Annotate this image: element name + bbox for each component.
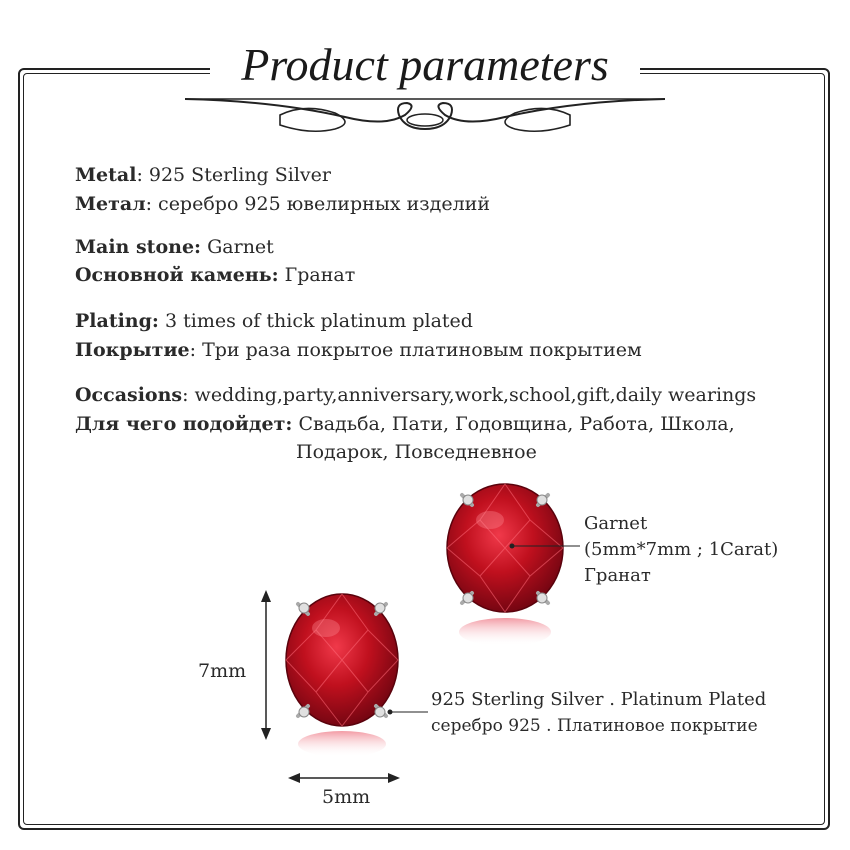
gem-bottom [286, 594, 398, 757]
width-label: 5mm [322, 786, 371, 808]
plating-ru-label: Покрытие [75, 339, 190, 361]
metal-en-label: Metal [75, 164, 137, 186]
garnet-label-ru: Гранат [584, 565, 651, 586]
plating-ru-value: : Три раза покрытое платиновым покрытием [189, 339, 642, 361]
height-label: 7mm [198, 660, 247, 682]
width-arrow [288, 773, 400, 783]
metal-ru-value: : серебро 925 ювелирных изделий [145, 193, 491, 215]
silver-label-ru: серебро 925 . Платиновое покрытие [431, 716, 758, 736]
page-title: Product parameters [241, 39, 609, 90]
stone-en-label: Main stone: [75, 236, 202, 258]
stone-ru-value: Гранат [278, 264, 356, 286]
gem-top [447, 484, 563, 646]
garnet-label-en: Garnet [584, 513, 648, 534]
stone-en-value: Garnet [201, 236, 274, 258]
occasions-ru-value-2: Подарок, Повседневное [296, 441, 537, 463]
stone-ru-label: Основной камень: [75, 264, 279, 286]
silver-label-en: 925 Sterling Silver . Platinum Plated [431, 689, 767, 710]
metal-ru-label: Метал [75, 193, 146, 215]
plating-en-value: 3 times of thick platinum plated [158, 310, 473, 332]
garnet-size-label: (5mm*7mm ; 1Carat) [584, 539, 779, 560]
height-arrow [261, 590, 271, 740]
occasions-en-label: Occasions [75, 384, 183, 406]
occasions-ru-label: Для чего подойдет: [75, 413, 293, 435]
occasions-ru-value: Свадьба, Пати, Годовщина, Работа, Школа, [292, 413, 735, 435]
metal-en-value: : 925 Sterling Silver [136, 164, 331, 186]
occasions-en-value: : wedding,party,anniversary,work,school,gift,daily wearings [182, 384, 757, 406]
plating-en-label: Plating: [75, 310, 159, 332]
